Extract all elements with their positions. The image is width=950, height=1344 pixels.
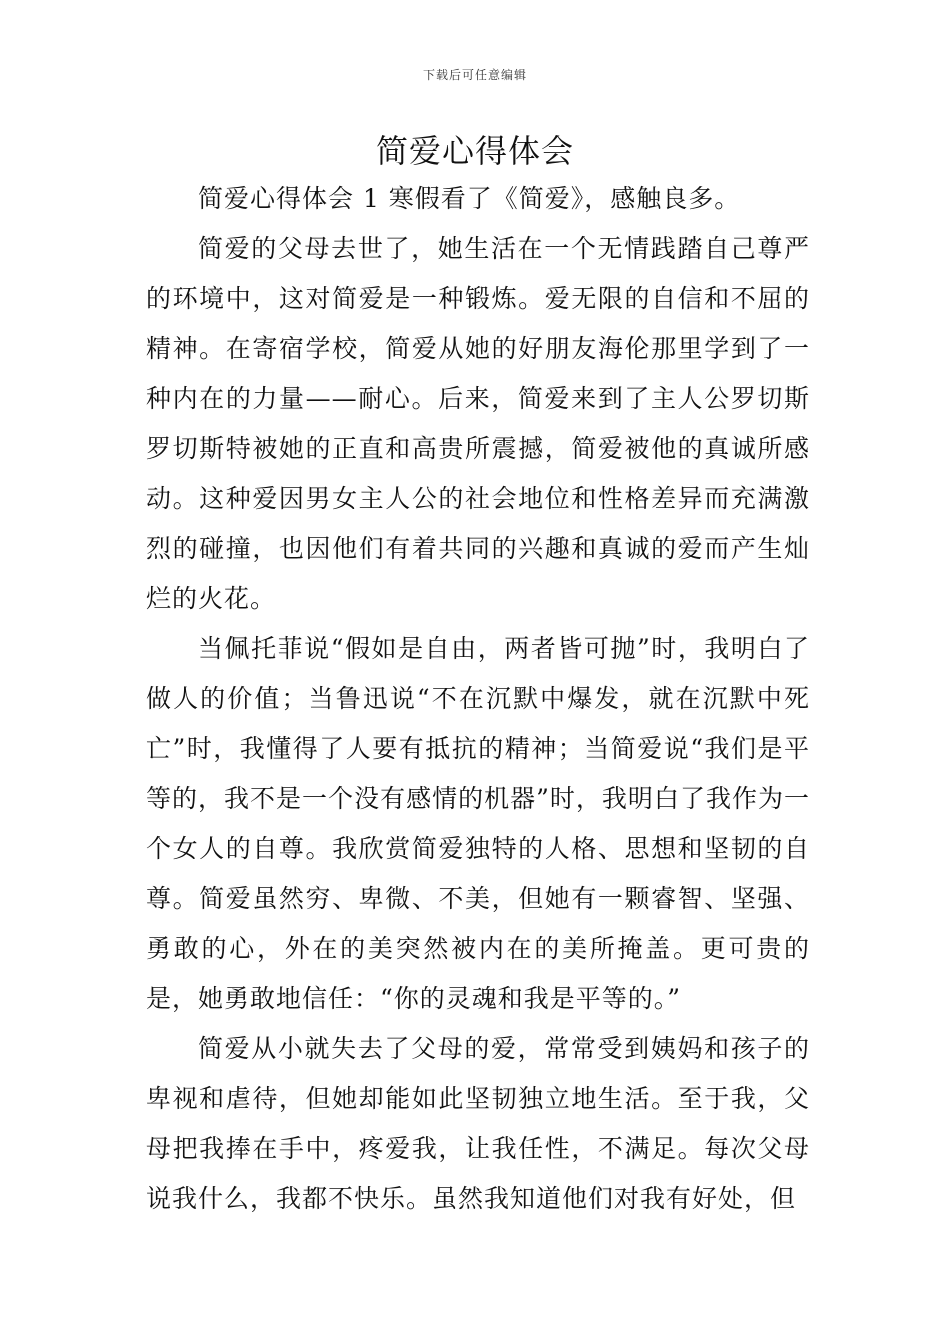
paragraph-4: 简爱从小就失去了父母的爱，常常受到姨妈和孩子的卑视和虐待，但她却能如此坚韧独立地生活。至于我，父母把我捧在手中，疼爱我，让我任性，不满足。每次父母说我什么，我都不快乐。虽然我知道他们对我有好处，但	[146, 1034, 810, 1213]
document-body	[146, 174, 810, 1224]
document-title: 简爱心得体会	[375, 132, 574, 170]
header-note: 下载后可任意编辑	[422, 68, 527, 82]
paragraph-3: 当佩托菲说“假如是自由，两者皆可抛”时，我明白了做人的价值；当鲁迅说“不在沉默中爆发，就在沉默中死亡”时，我懂得了人要有抵抗的精神；当简爱说“我们是平等的，我不是一个没有感情的机器”时，我明白了我作为一个女人的自尊。我欣赏简爱独特的人格、思想和坚韧的自尊。简爱虽然穷、卑微、不美，但她有一颗睿智、坚强、勇敢的心，外在的美突然被内在的美所掩盖。更可贵的是，她勇敢地信任：“你的灵魂和我是平等的。”	[146, 634, 810, 1013]
paragraph-2: 简爱的父母去世了，她生活在一个无情践踏自己尊严的环境中，这对简爱是一种锻炼。爱无限的自信和不屈的精神。在寄宿学校，简爱从她的好朋友海伦那里学到了一种内在的力量——耐心。后来，简爱来到了主人公罗切斯罗切斯特被她的正直和高贵所震撼，简爱被他的真诚所感动。这种爱因男女主人公的社会地位和性格差异而充满激烈的碰撞，也因他们有着共同的兴趣和真诚的爱而产生灿烂的火花。	[146, 234, 810, 613]
paragraph-1: 简爱心得体会 1 寒假看了《简爱》，感触良多。	[198, 184, 741, 213]
